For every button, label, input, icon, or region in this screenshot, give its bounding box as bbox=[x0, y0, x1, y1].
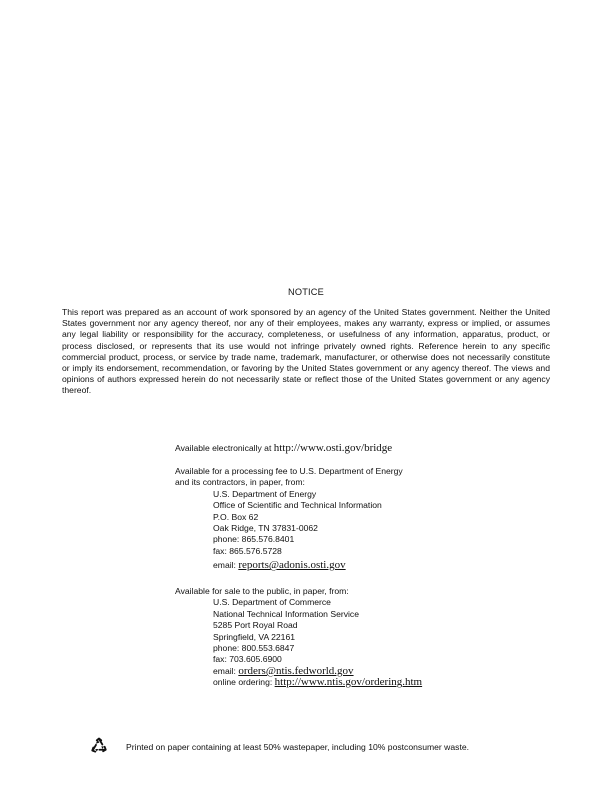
doe-fax: fax: 865.576.5728 bbox=[213, 545, 282, 556]
ntis-intro: Available for sale to the public, in paper, from: bbox=[175, 586, 349, 596]
ntis-online-label: online ordering: bbox=[213, 677, 273, 688]
doe-city: Oak Ridge, TN 37831-0062 bbox=[213, 523, 318, 534]
ntis-online-line bbox=[213, 677, 422, 688]
doe-email-line bbox=[213, 560, 403, 571]
ntis-email-link[interactable]: orders@ntis.fedworld.gov bbox=[238, 664, 354, 677]
electronic-availability bbox=[175, 443, 392, 454]
doe-address bbox=[175, 489, 403, 572]
doe-po-box: P.O. Box 62 bbox=[213, 511, 259, 522]
notice-body: This report was prepared as an account of work sponsored by an agency of the United States government. Neither the United States government nor any agency thereof, nor any of their employees, makes any warranty, express or implied, or assumes any legal liability or responsibility for the accuracy, completeness, or usefulness of any information, apparatus, product, or process disclosed, or represents that its use would not infringe privately owned rights. Reference herein to any specific commercial product, process, or service by trade name, trademark, manufacturer, or otherwise does not necessarily constitute or imply its endorsement, recommendation, or favoring by the United States government or any agency thereof. The views and opinions of authors expressed herein do not necessarily state or reflect those of the United States government or any agency thereof. bbox=[62, 307, 550, 396]
doe-org: U.S. Department of Energy bbox=[213, 488, 317, 499]
doe-intro-line1: Available for a processing fee to U.S. Department of Energy bbox=[175, 466, 403, 476]
doe-phone: phone: 865.576.8401 bbox=[213, 534, 295, 545]
doe-office: Office of Scientific and Technical Information bbox=[213, 500, 382, 511]
ntis-city: Springfield, VA 22161 bbox=[213, 631, 296, 642]
doe-availability bbox=[175, 466, 403, 572]
ntis-availability bbox=[175, 586, 422, 689]
doe-intro-line2: and its contractors, in paper, from: bbox=[175, 477, 305, 488]
ntis-address-line: 5285 Port Royal Road bbox=[213, 620, 298, 631]
ntis-address bbox=[175, 597, 422, 688]
footer bbox=[90, 740, 550, 756]
ntis-fax: fax: 703.605.6900 bbox=[213, 654, 282, 665]
ntis-phone: phone: 800.553.6847 bbox=[213, 643, 295, 654]
ntis-org: U.S. Department of Commerce bbox=[213, 597, 331, 608]
electronic-label: Available electronically at bbox=[175, 443, 272, 453]
ntis-service: National Technical Information Service bbox=[213, 608, 360, 619]
doe-email-label: email: bbox=[213, 560, 236, 571]
doe-email-link[interactable]: reports@adonis.osti.gov bbox=[238, 559, 346, 572]
footer-note: Printed on paper containing at least 50% wastepaper, including 10% postconsumer waste. bbox=[126, 742, 470, 752]
notice-title: NOTICE bbox=[288, 287, 324, 297]
ntis-ordering-link[interactable]: http://www.ntis.gov/ordering.htm bbox=[274, 676, 423, 689]
recycle-icon bbox=[90, 737, 108, 755]
osti-bridge-link[interactable]: http://www.osti.gov/bridge bbox=[273, 442, 393, 454]
ntis-email-label: email: bbox=[213, 665, 236, 676]
